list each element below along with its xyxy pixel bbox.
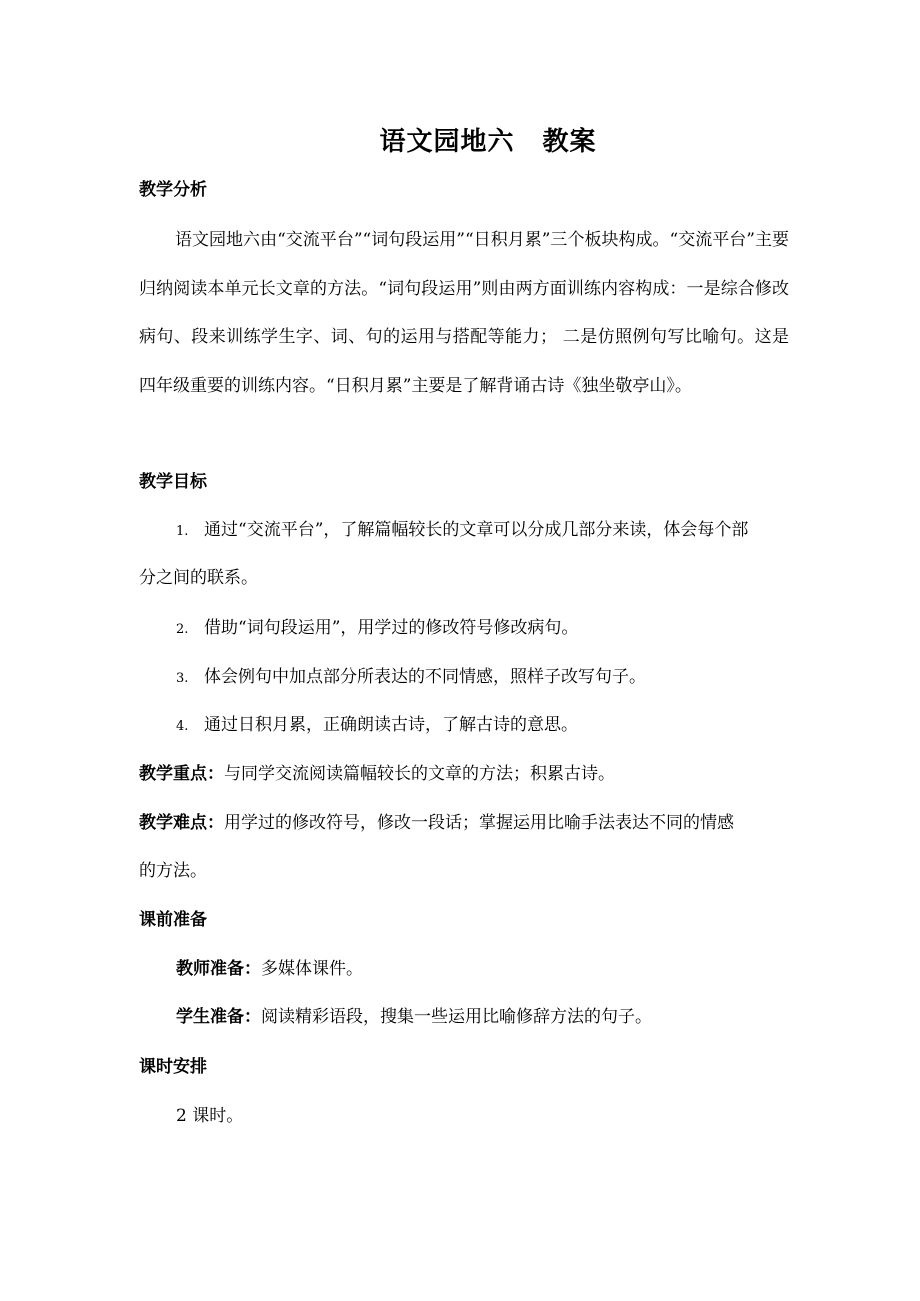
goal-text: 体会例句中加点部分所表达的不同情感，照样子改写句子。 xyxy=(204,667,646,687)
section-heading-goals: 教学目标 xyxy=(139,472,207,492)
key-point-text: 与同学交流阅读篇幅较长的文章的方法；积累古诗。 xyxy=(224,764,615,784)
section-heading-schedule: 课时安排 xyxy=(139,1057,207,1077)
goal-item-1-continued: 分之间的联系。 xyxy=(139,568,258,588)
student-prep-label: 学生准备： xyxy=(176,1007,261,1027)
teacher-prep-label: 教师准备： xyxy=(176,959,261,979)
analysis-paragraph: 语文园地六由“交流平台”“词句段运用”“日积月累”三个板块构成。“交流平台”主要归纳阅读本单元长文章的方法。“词句段运用”则由两方面训练内容构成：一是综合修改病句、段来训练学生字、词、句的运用与搭配等能力； 二是仿照例句写比喻句。这是四年级重要的训练内容。“日积月累”主要是了解背诵古诗《独坐敬亭山》。 xyxy=(139,230,789,396)
section-heading-analysis: 教学分析 xyxy=(139,180,207,200)
student-preparation xyxy=(139,1006,836,1028)
section-heading-preparation: 课前准备 xyxy=(139,910,207,930)
goal-number: 1. xyxy=(176,524,189,539)
key-point-label: 教学重点： xyxy=(139,764,224,784)
goal-text: 通过日积月累，正确朗读古诗，了解古诗的意思。 xyxy=(204,715,578,735)
goal-number: 2. xyxy=(176,622,189,637)
schedule-text: 2 课时。 xyxy=(176,1106,244,1126)
document-title xyxy=(0,124,920,160)
goal-item-2 xyxy=(139,617,836,641)
goal-number: 3. xyxy=(176,671,189,686)
title-sub: 教案 xyxy=(542,127,597,157)
key-point-line xyxy=(139,763,799,785)
goal-item-3 xyxy=(139,666,836,690)
difficulty-text: 用学过的修改符号，修改一段话；掌握运用比喻手法表达不同的情感 xyxy=(224,813,734,833)
teacher-preparation xyxy=(139,958,836,980)
goal-number: 4. xyxy=(176,719,189,734)
title-main: 语文园地六 xyxy=(379,127,515,157)
goal-text: 通过“交流平台”，了解篇幅较长的文章可以分成几部分来读，体会每个部 xyxy=(204,520,749,540)
difficulty-line xyxy=(139,812,799,834)
goal-text: 借助“词句段运用”，用学过的修改符号修改病句。 xyxy=(204,618,579,638)
student-prep-text: 阅读精彩语段，搜集一些运用比喻修辞方法的句子。 xyxy=(261,1007,652,1027)
goal-item-1 xyxy=(139,519,836,543)
difficulty-line-continued: 的方法。 xyxy=(139,861,207,881)
difficulty-label: 教学难点： xyxy=(139,813,224,833)
goal-item-4 xyxy=(139,714,836,738)
teacher-prep-text: 多媒体课件。 xyxy=(261,959,363,979)
